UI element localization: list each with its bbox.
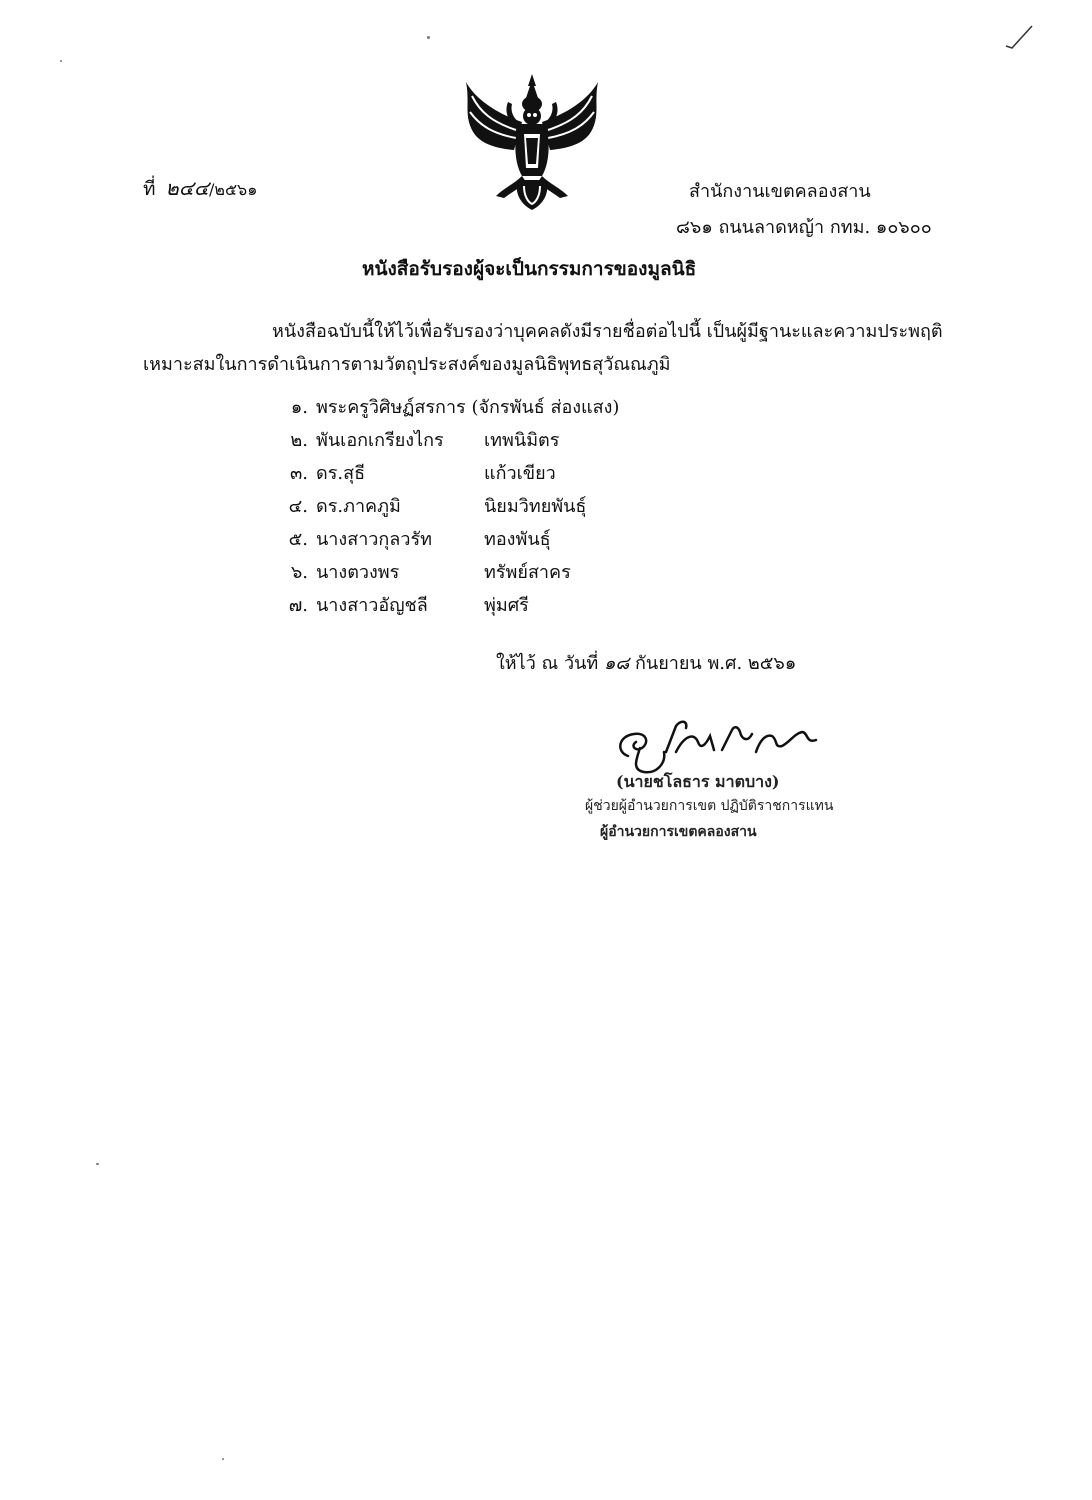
office-address: ๘๖๑ ถนนลาดหญ้า กทม. ๑๐๖๐๐ xyxy=(676,217,932,238)
list-item xyxy=(264,555,784,588)
list-item-last-name: ทองพันธุ์ xyxy=(484,529,551,550)
committee-list xyxy=(264,390,784,621)
list-item-number: ๑. xyxy=(290,397,308,418)
issue-date xyxy=(496,648,796,677)
document-title: หนังสือรับรองผู้จะเป็นกรรมการของมูลนิธิ xyxy=(362,258,697,280)
signer-position: ผู้ช่วยผู้อำนวยการเขต ปฏิบัติราชการแทน xyxy=(585,798,834,814)
list-item-last-name: แก้วเขียว xyxy=(484,463,556,484)
list-item-number: ๔. xyxy=(288,496,308,517)
list-item-last-name: ทรัพย์สาคร xyxy=(484,562,571,583)
reference-number-handwritten: ๒๔๔ xyxy=(165,176,209,200)
list-item-last-name: นิยมวิทยพันธุ์ xyxy=(484,496,587,517)
list-item-number: ๒. xyxy=(290,430,308,451)
list-item-number: ๕. xyxy=(288,529,308,550)
signer-name: (นายชโลธาร มาตบาง) xyxy=(616,772,780,791)
list-item-number: ๖. xyxy=(290,562,308,583)
list-item xyxy=(264,423,784,456)
signer-position-office: ผู้อำนวยการเขตคลองสาน xyxy=(600,824,757,840)
scan-speck xyxy=(60,60,62,62)
issue-date-month-year: กันยายน พ.ศ. ๒๕๖๑ xyxy=(635,653,797,674)
list-item-first-name: พันเอกเกรียงไกร xyxy=(316,430,444,451)
list-item-last-name: เทพนิมิตร xyxy=(484,430,560,451)
scan-speck xyxy=(427,36,430,39)
check-mark-icon xyxy=(1004,24,1034,50)
list-item-name: พระครูวิศิษฏ์สรการ (จักรพันธ์ ส่องแสง) xyxy=(316,397,620,418)
list-item-first-name: ดร.ภาคภูมิ xyxy=(316,496,401,517)
reference-year: /๒๕๖๑ xyxy=(209,180,258,199)
garuda-emblem-icon xyxy=(458,72,606,212)
issue-date-day: ๑๘ xyxy=(603,653,630,674)
list-item-number: ๗. xyxy=(288,595,308,616)
body-paragraph-line-1: หนังสือฉบับนี้ให้ไว้เพื่อรับรองว่าบุคคลดังมีรายชื่อต่อไปนี้ เป็นผู้มีฐานะและความประพฤติ xyxy=(272,321,943,342)
list-item xyxy=(264,588,784,621)
scan-speck xyxy=(96,1163,99,1165)
list-item-first-name: นางสาวกุลวรัท xyxy=(316,529,432,550)
list-item xyxy=(264,456,784,489)
list-item-number: ๓. xyxy=(289,463,308,484)
list-item-first-name: นางตวงพร xyxy=(316,562,400,583)
reference-prefix: ที่ xyxy=(143,178,156,200)
list-item-first-name: ดร.สุธี xyxy=(316,463,366,484)
list-item-last-name: พุ่มศรี xyxy=(484,595,529,616)
list-item xyxy=(264,522,784,555)
issue-date-prefix: ให้ไว้ ณ วันที่ xyxy=(496,653,599,674)
list-item-first-name: นางสาวอัญชลี xyxy=(316,595,428,616)
list-item xyxy=(264,489,784,522)
scan-speck xyxy=(222,1458,224,1460)
body-paragraph-line-2: เหมาะสมในการดำเนินการตามวัตถุประสงค์ของมูลนิธิพุทธสุวัณณภูมิ xyxy=(143,354,671,375)
reference-number xyxy=(143,172,257,204)
list-item xyxy=(264,390,784,423)
office-name: สำนักงานเขตคลองสาน xyxy=(689,181,871,202)
